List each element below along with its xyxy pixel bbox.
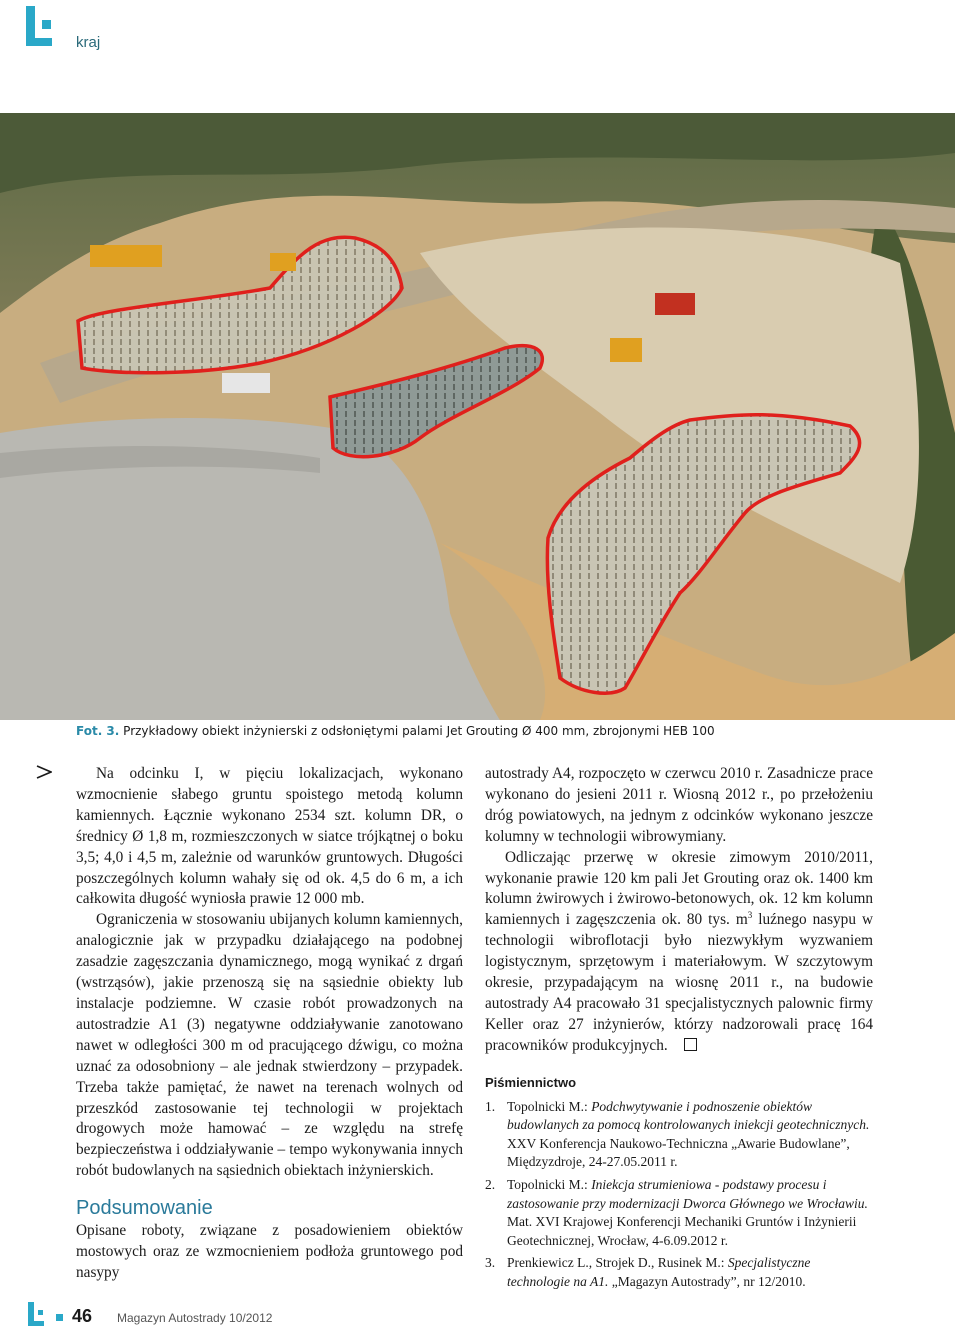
reference-item: 2. Topolnicki M.: Iniekcja strumieniowa - podstawy procesu i zastosowanie przy modernizacji Dworca Głównego we Wrocławiu. Mat. XVI Krajowej Konferencji Mechaniki Gruntów i Inżynierii Geotechnicznej, Wrocław, 4-6.09.2012 r.	[485, 1176, 868, 1248]
footer-bullet-icon	[56, 1314, 63, 1321]
figure-caption	[76, 724, 936, 738]
magazine-issue: Magazyn Autostrady 10/2012	[117, 1311, 273, 1325]
paragraph: Opisane roboty, związane z posadowieniem obiektów mostowych oraz ze wzmocnieniem podłoża gruntowego pod nasypy	[76, 1222, 463, 1281]
figure-number: Fot. 3.	[76, 724, 120, 738]
reference-item: 3. Prenkiewicz L., Strojek D., Rusinek M.: Specjalistyczne technologie na A1. „Magazyn Autostrady”, nr 12/2010.	[485, 1255, 811, 1289]
reference-item: 1. Topolnicki M.: Podchwytywanie i podnoszenie obiektów budowlanych za pomocą kontrolowanych iniekcji geotechnicznych. XXV Konferencja Naukowo-Techniczna „Awarie Budowlane”, Międzyzdroje, 24-27.05.2011 r.	[485, 1098, 870, 1170]
end-of-article-icon	[684, 1038, 697, 1051]
magazine-logo-icon	[12, 4, 60, 50]
references-heading: Piśmiennictwo	[485, 1074, 577, 1090]
paragraph: autostrady A4, rozpoczęto w czerwcu 2010 r. Zasadnicze prace wykonano do jesieni 2011 r. Wiosną 2012 r., po przełożeniu dróg powiatowych, na jednym z odcinków wykonano jeszcze kolumny w technologii wibrowymiany.	[485, 765, 873, 845]
paragraph: Na odcinku I, w pięciu lokalizacjach, wykonano wzmocnienie słabego gruntu spoistego metodą kolumn kamiennych. Łącznie wykonano 2534 szt. kolumn DR, o średnicy Ø 1,8 m, rozmieszczonych w siatce trójkątnej o boku 3,5; 4,0 i 4,5 m, zależnie od warunków gruntowych. Długości poszczególnych kolumn wahały się od ok. 4,5 do 6 m, a ich całkowita długość wyniosła prawie 12 000 mb.	[76, 765, 463, 908]
section-heading: Podsumowanie	[76, 1197, 213, 1220]
paragraph: Odliczając przerwę w okresie zimowym 2010/2011, wykonanie prawie 120 km pali Jet Grouting oraz ok. 1400 km kolumn żwirowych i żwirowo-betonowych, ok. 12 km kolumn kamiennych i zagęszczenia ok. 80 tys. $m^3$ luźnego nasypu w technologii wibroflotacji było niezwykłym wyzwaniem logistycznym, sprzętowym i materiałowym. W szczytowym okresie, przypadającym na wiosnę 2011 r., na budowie autostrady A4 pracowało 31 specjalistycznych palownic firmy Keller oraz 27 inżynierów, którzy nadzorowali pracę 164 pracowników produkcyjnych.	[485, 848, 873, 1054]
paragraph: Ograniczenia w stosowaniu ubijanych kolumn kamiennych, analogicznie jak w przypadku działającego na podobnej zasadzie zagęszczania dynamicznego, mogą wynikać z drgań (wstrząsów), jakie przenoszą się na sąsiednie obiekty lub instalacje podziemne. W czasie robót prowadzonych na autostradzie A1 (3) negatywne oddziaływanie zanotowano nawet w odległości 300 m od pracującego dźwigu, co można uznać za odosobniony – ale jednak stwierdzony – przypadek. Trzeba także pamiętać, że nawet na terenach wolnych od przeszkód zastosowanie tej technologii w projektach drogowych może hamować – ze względu na strefę bezpieczeństwa i oddziaływanie – tempo wykonywania innych robót budowlanych na sąsiednich obiektach inżynierskich.	[76, 911, 463, 1180]
triangle-arrow-icon	[36, 765, 52, 779]
construction-site-photo	[0, 113, 955, 720]
right-column	[485, 764, 873, 1296]
magazine-logo-icon	[26, 1302, 52, 1328]
figure-caption-text: Przykładowy obiekt inżynierski z odsłoniętymi palami Jet Grouting Ø 400 mm, zbrojonymi HEB 100	[123, 724, 715, 738]
page-number: 46	[72, 1306, 93, 1326]
left-column	[76, 764, 463, 1284]
section-label: kraj	[76, 34, 101, 51]
